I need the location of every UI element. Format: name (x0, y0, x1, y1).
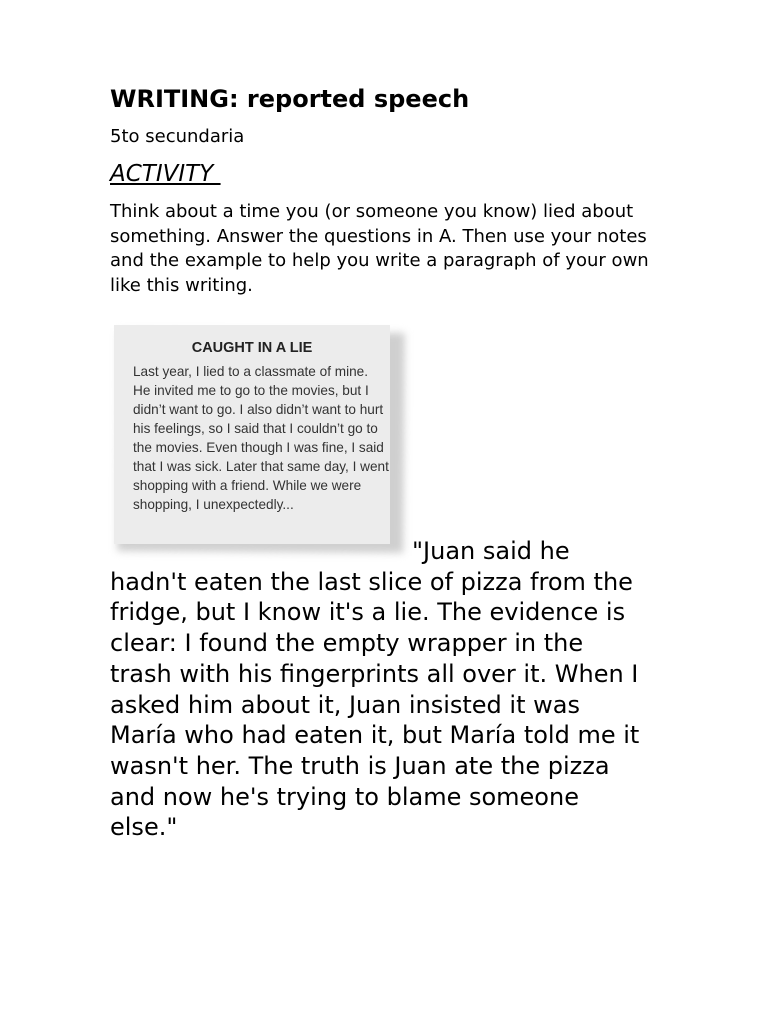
example-card-body: Last year, I lied to a classmate of mine. He invited me to go to the movies, but I didn’t want to go. I also didn’t want to hurt his feelings, so I said that I couldn’t go to the movies. Even though I was fine, I said that I was sick. Later that same day, I went shopping with a friend. While we were shopping, I unexpectedly... (133, 364, 389, 512)
document-subtitle: 5to secundaria (110, 126, 245, 147)
student-paragraph: "Juan said he hadn't eaten the last slice of pizza from the fridge, but I know it's a lie. The evidence is clear: I found the empty wrapper in the trash with his fingerprints all over it. When I asked him about it, Juan insisted it was María who had eaten it, but María told me it wasn't her. The truth is Juan ate the pizza and now he's trying to blame someone else." (110, 537, 640, 842)
example-card-title: CAUGHT IN A LIE (191, 340, 313, 356)
document-title: WRITING: reported speech (110, 85, 470, 113)
activity-heading: ACTIVITY (110, 161, 221, 187)
activity-instructions: Think about a time you (or someone you know) lied about something. Answer the questions in A. Then use your notes and the example to help you write a paragraph of your own like this writing. (110, 201, 649, 296)
example-card (114, 325, 390, 544)
